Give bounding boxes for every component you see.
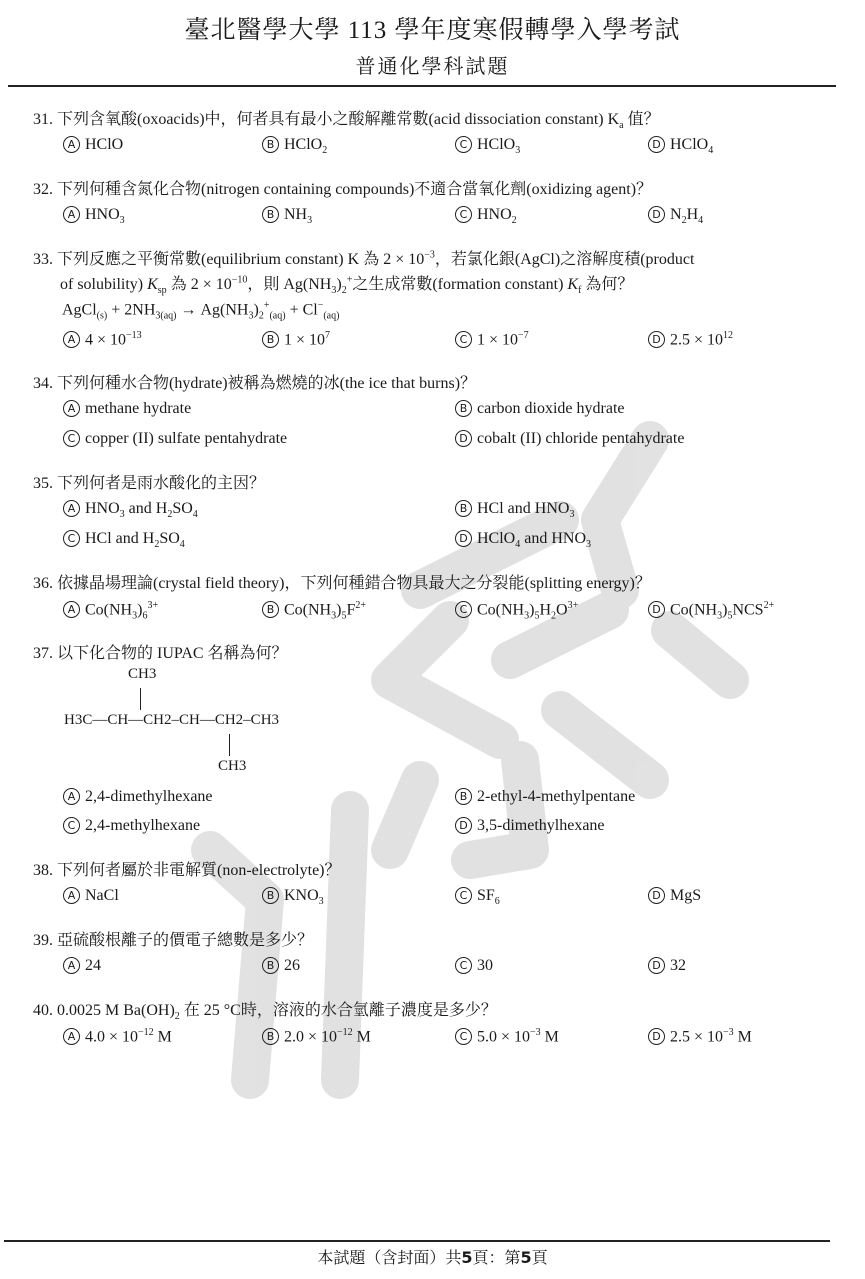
q31-option-c[interactable]: C HClO$_3$ xyxy=(455,136,520,156)
q39-option-d[interactable]: D 32 xyxy=(648,957,686,975)
question-39-stem: 39. 亞硫酸根離子的價電子總數是多少？ xyxy=(33,932,314,949)
q37-option-a[interactable]: A 2,4-dimethylhexane xyxy=(63,788,213,806)
q36-option-b[interactable]: B $Co(NH_3)_5F^{2+}$ xyxy=(262,600,366,622)
option-marker: A xyxy=(63,136,80,153)
question-35-stem: 35. 下列何者是雨水酸化的主因？ xyxy=(33,475,266,492)
q40-option-d[interactable]: D $2.5 \times 10^{-3}$ M xyxy=(648,1027,752,1046)
question-33-stem-line2: of solubility) $K_{sp}$ 為 $2 \times 10^{-10}$，則 $Ag(NH_3)_2^+$之生成常數(formation constant) $K_f$ 為何？ xyxy=(60,274,634,297)
q40-option-c[interactable]: C $5.0 \times 10^{-3}$ M xyxy=(455,1027,559,1046)
current-page: 5 xyxy=(520,1248,532,1267)
question-38-stem: 38. 下列何者屬於非電解質(non-electrolyte)？ xyxy=(33,862,341,879)
header-divider xyxy=(8,85,836,87)
question-31-stem: 31. 下列含氧酸(oxoacids)中，何者具有最小之酸解離常數(acid dissociation constant) $K_a$ 值？ xyxy=(33,111,660,132)
option-marker: D xyxy=(648,957,665,974)
option-marker: A xyxy=(63,788,80,805)
q31-option-a[interactable]: A HClO xyxy=(63,136,123,154)
option-marker: A xyxy=(63,331,80,348)
option-marker: A xyxy=(63,887,80,904)
structure-bond-bottom xyxy=(229,734,230,756)
exam-subtitle: 普通化學科試題 xyxy=(355,56,510,78)
option-marker: D xyxy=(648,136,665,153)
question-37-stem: 37. 以下化合物的 IUPAC 名稱為何？ xyxy=(33,645,288,662)
question-36-stem: 36. 依據晶場理論(crystal field theory)，下列何種錯合物具最大之分裂能(splitting energy)？ xyxy=(33,575,651,592)
option-marker: C xyxy=(455,206,472,223)
q34-option-a[interactable]: A methane hydrate xyxy=(63,400,191,418)
q36-option-c[interactable]: C $Co(NH_3)_5H_2O^{3+}$ xyxy=(455,600,578,622)
q33-option-b[interactable]: B $1 \times 10^7$ xyxy=(262,330,330,349)
q35-option-b[interactable]: B HCl and $HNO_3$ xyxy=(455,500,574,520)
q38-option-b[interactable]: B $KNO_3$ xyxy=(262,887,324,907)
option-marker: C xyxy=(455,887,472,904)
q34-option-b[interactable]: B carbon dioxide hydrate xyxy=(455,400,625,418)
q32-option-b[interactable]: B $NH_3$ xyxy=(262,206,312,226)
option-marker: D xyxy=(648,331,665,348)
option-marker: D xyxy=(455,430,472,447)
option-marker: C xyxy=(63,817,80,834)
option-marker: A xyxy=(63,957,80,974)
q33-option-d[interactable]: D $2.5 \times 10^{12}$ xyxy=(648,330,733,349)
q33-option-c[interactable]: C $1 \times 10^{-7}$ xyxy=(455,330,529,349)
q32-option-c[interactable]: C $HNO_2$ xyxy=(455,206,517,226)
option-marker: B xyxy=(262,887,279,904)
question-33-equation: AgCl$_{(s)}$ + $2NH_{3(aq)} \to Ag(NH_3)_2^+_{(aq)} + Cl^-_{(aq)}$ xyxy=(62,300,340,322)
option-marker: D xyxy=(648,1028,665,1045)
q39-option-a[interactable]: A 24 xyxy=(63,957,101,975)
question-33-stem-line1: 33. 下列反應之平衡常數(equilibrium constant) K 為 $2 \times 10^{-3}$，若氯化銀(AgCl)之溶解度積(product xyxy=(33,249,695,268)
q38-option-d[interactable]: D MgS xyxy=(648,887,701,905)
option-marker: A xyxy=(63,1028,80,1045)
option-marker: B xyxy=(455,400,472,417)
q36-option-a[interactable]: A $Co(NH_3)_6^{3+}$ xyxy=(63,600,158,622)
option-marker: B xyxy=(262,957,279,974)
option-marker: C xyxy=(455,1028,472,1045)
q31-option-d[interactable]: D HClO$_4$ xyxy=(648,136,713,156)
page-footer: 本試題（含封面）共5頁：第5頁 xyxy=(317,1248,548,1267)
structure-main-chain: H3C—CH—CH2–CH—CH2–CH3 xyxy=(64,712,280,728)
q33-option-a[interactable]: A $4 \times 10^{-13}$ xyxy=(63,330,142,349)
option-marker: A xyxy=(63,206,80,223)
q34-option-d[interactable]: D cobalt (II) chloride pentahydrate xyxy=(455,430,684,448)
q37-option-d[interactable]: D 3,5-dimethylhexane xyxy=(455,817,605,835)
structure-bond-top xyxy=(140,688,141,710)
exam-title: 臺北醫學大學 113 學年度寒假轉學入學考試 xyxy=(184,17,681,44)
option-marker: C xyxy=(455,957,472,974)
total-pages: 5 xyxy=(461,1248,473,1267)
q32-option-a[interactable]: A $HNO_3$ xyxy=(63,206,125,226)
q39-option-b[interactable]: B 26 xyxy=(262,957,300,975)
question-34-stem: 34. 下列何種水合物(hydrate)被稱為燃燒的冰(the ice that burns)？ xyxy=(33,375,477,392)
option-marker: A xyxy=(63,500,80,517)
option-marker: B xyxy=(262,206,279,223)
q32-option-d[interactable]: D $N_2H_4$ xyxy=(648,206,703,226)
option-marker: A xyxy=(63,400,80,417)
option-marker: D xyxy=(648,601,665,618)
option-marker: B xyxy=(455,500,472,517)
q40-option-a[interactable]: A $4.0 \times 10^{-12}$ M xyxy=(63,1027,172,1046)
q31-option-b[interactable]: B HClO$_2$ xyxy=(262,136,327,156)
q38-option-c[interactable]: C $SF_6$ xyxy=(455,887,500,907)
q39-option-c[interactable]: C 30 xyxy=(455,957,493,975)
q38-option-a[interactable]: A NaCl xyxy=(63,887,119,905)
q37-option-b[interactable]: B 2-ethyl-4-methylpentane xyxy=(455,788,635,806)
option-marker: A xyxy=(63,601,80,618)
structure-ch3-bottom: CH3 xyxy=(218,758,247,774)
option-marker: B xyxy=(262,136,279,153)
option-marker: D xyxy=(648,887,665,904)
question-40-stem: 40. 0.0025 M $Ba(OH)_2$ 在 25 °C時，溶液的水合氫離子濃度是多少？ xyxy=(33,1002,497,1023)
q35-option-a[interactable]: A $HNO_3$ and $H_2SO_4$ xyxy=(63,500,198,520)
q35-option-c[interactable]: C HCl and $H_2SO_4$ xyxy=(63,530,185,550)
option-marker: B xyxy=(455,788,472,805)
option-marker: B xyxy=(262,331,279,348)
option-marker: C xyxy=(455,136,472,153)
option-marker: D xyxy=(648,206,665,223)
option-marker: C xyxy=(63,430,80,447)
option-marker: C xyxy=(455,331,472,348)
q40-option-b[interactable]: B $2.0 \times 10^{-12}$ M xyxy=(262,1027,371,1046)
option-marker: B xyxy=(262,601,279,618)
option-marker: C xyxy=(63,530,80,547)
q37-option-c[interactable]: C 2,4-methylhexane xyxy=(63,817,200,835)
q36-option-d[interactable]: D $Co(NH_3)_5NCS^{2+}$ xyxy=(648,600,774,622)
q35-option-d[interactable]: D HClO$_4$ and $HNO_3$ xyxy=(455,530,591,550)
structure-ch3-top: CH3 xyxy=(128,666,157,682)
option-marker: C xyxy=(455,601,472,618)
option-marker: D xyxy=(455,817,472,834)
option-marker: D xyxy=(455,530,472,547)
option-marker: B xyxy=(262,1028,279,1045)
q34-option-c[interactable]: C copper (II) sulfate pentahydrate xyxy=(63,430,287,448)
footer-divider xyxy=(4,1240,830,1242)
question-32-stem: 32. 下列何種含氮化合物(nitrogen containing compounds)不適合當氧化劑(oxidizing agent)？ xyxy=(33,181,653,198)
